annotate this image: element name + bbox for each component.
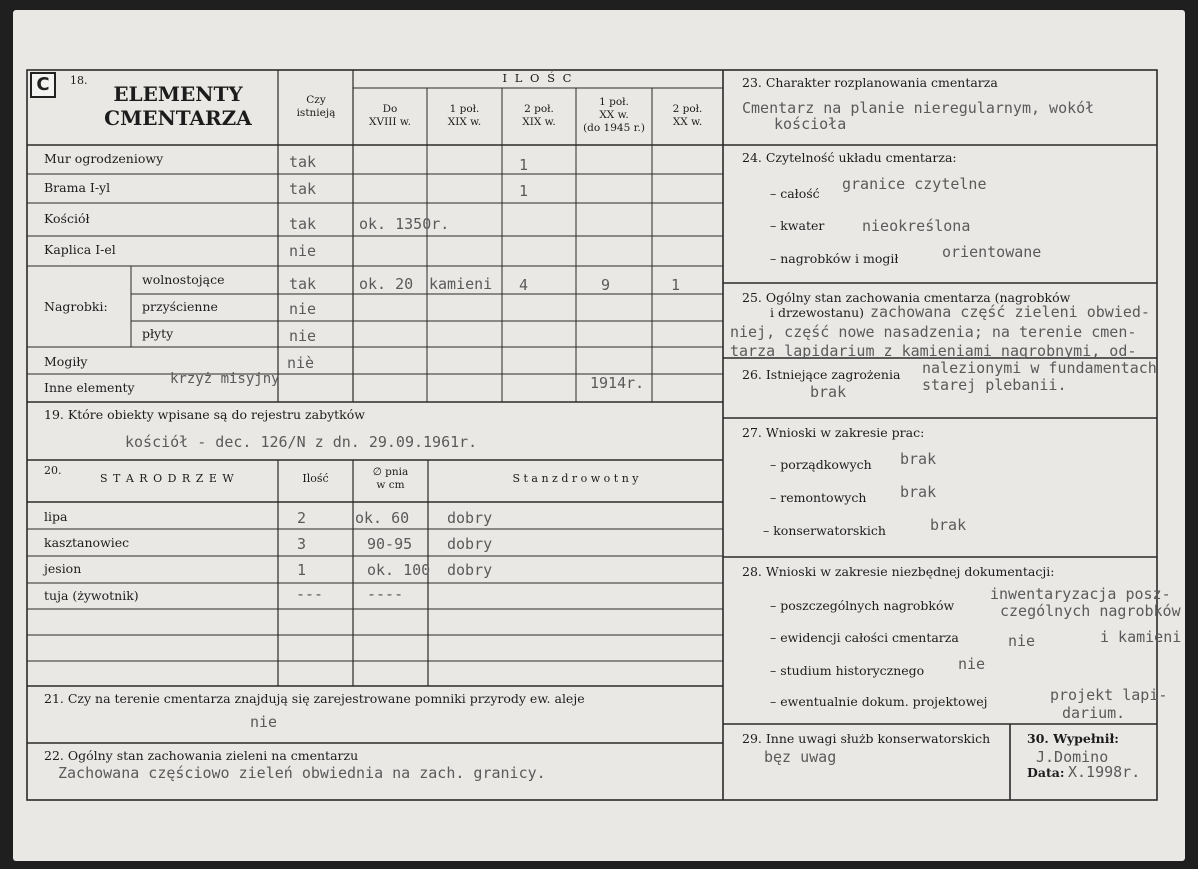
tree-qty-2: 1 bbox=[297, 561, 307, 579]
section-24-label: 24. Czytelność układu cmentarza: bbox=[742, 150, 957, 165]
exists-header-line2: istnieją bbox=[296, 107, 336, 119]
row-inne-typed: krzyż misyjny bbox=[170, 371, 280, 387]
row-exists-plyty: nie bbox=[289, 327, 317, 345]
section-22-value: Zachowana częściowo zieleń obwiednia na zach. granicy. bbox=[58, 764, 546, 782]
row-label-inne: Inne elementy bbox=[44, 380, 135, 395]
section-18-number: 18. bbox=[70, 74, 88, 87]
section-24-kwater-value: nieokreślona bbox=[862, 217, 971, 235]
row-label-plyty: płyty bbox=[142, 326, 174, 341]
section-28-ewid-label: – ewidencji całości cmentarza bbox=[770, 630, 959, 645]
section-24-nagrobkow-value: orientowane bbox=[942, 243, 1042, 261]
tree-dia-1: 90-95 bbox=[367, 535, 413, 553]
section-24-calosc-value: granice czytelne bbox=[842, 175, 987, 193]
row-inne-c4: 1914r. bbox=[590, 374, 645, 392]
section-23-value-line1: Cmentarz na planie nieregularnym, wokół bbox=[742, 99, 1095, 117]
tree-dia-2: ok. 100 bbox=[367, 561, 431, 579]
section-21-value: nie bbox=[250, 713, 278, 731]
section-19-label: 19. Które obiekty wpisane są do rejestru zabytków bbox=[44, 407, 365, 422]
section-18-title-line1: ELEMENTY bbox=[113, 82, 243, 106]
section-26-value: brak bbox=[810, 383, 847, 401]
tree-state-0: dobry bbox=[447, 509, 493, 527]
section-23-label: 23. Charakter rozplanowania cmentarza bbox=[742, 75, 998, 90]
tree-qty-3: --- bbox=[296, 585, 324, 603]
col-header-4-l3: (do 1945 r.) bbox=[583, 122, 645, 134]
section-24-kwater-label: – kwater bbox=[770, 218, 825, 233]
row-wolno-c4: 9 bbox=[601, 276, 611, 294]
exists-header bbox=[279, 94, 353, 120]
section-27-kons-label: – konserwatorskich bbox=[763, 523, 886, 538]
row-label-kaplica: Kaplica I-el bbox=[44, 242, 116, 257]
row-exists-kaplica: nie bbox=[289, 242, 317, 260]
row-exists-wolnostojace: tak bbox=[289, 275, 317, 293]
section-20-number: 20. bbox=[44, 464, 62, 477]
diameter-header-line1: ∅ pnia bbox=[372, 466, 409, 478]
section-24-calosc-label: – całość bbox=[770, 186, 820, 201]
tree-name-0: lipa bbox=[44, 509, 68, 524]
col-header-5 bbox=[652, 103, 723, 129]
row-wolno-c5: 1 bbox=[671, 276, 681, 294]
section-22-label: 22. Ogólny stan zachowania zieleni na cmentarzu bbox=[44, 748, 359, 763]
row-kosciol-c1: ok. 1350r. bbox=[359, 215, 450, 233]
tree-dia-3: ---- bbox=[367, 585, 404, 603]
section-30-label: 30. Wypełnił: bbox=[1027, 731, 1119, 746]
col-header-4 bbox=[576, 96, 652, 135]
row-exists-brama: tak bbox=[289, 180, 317, 198]
col-header-2-l1: 1 poł. bbox=[449, 103, 480, 115]
section-28-ewent-label: – ewentualnie dokum. projektowej bbox=[770, 694, 988, 709]
row-label-kosciol: Kościół bbox=[44, 211, 90, 226]
tree-qty-0: 2 bbox=[297, 509, 307, 527]
row-exists-kosciol: tak bbox=[289, 215, 317, 233]
col-header-3-l1: 2 poł. bbox=[524, 103, 554, 115]
col-header-4-l2: XX w. bbox=[599, 109, 629, 121]
row-label-nagrobki: Nagrobki: bbox=[44, 299, 108, 314]
row-wolno-c1: ok. 20 bbox=[359, 275, 414, 293]
row-label-mur: Mur ogrodzeniowy bbox=[44, 151, 164, 166]
section-28-ewid-value-2: i kamieni bbox=[1100, 628, 1182, 646]
section-19-value: kościół - dec. 126/N z dn. 29.09.1961r. bbox=[125, 433, 478, 451]
row-label-przyscienne: przyścienne bbox=[142, 299, 218, 314]
section-25-value-line1: zachowana część zieleni obwied- bbox=[870, 303, 1150, 321]
section-25-value-line5: starej plebanii. bbox=[922, 376, 1067, 394]
row-label-mogily: Mogiły bbox=[44, 354, 88, 369]
col-header-1 bbox=[353, 103, 427, 129]
section-18-title-line2: CMENTARZA bbox=[104, 106, 252, 130]
section-20-diameter-header bbox=[353, 466, 428, 492]
row-label-wolnostojace: wolnostojące bbox=[142, 272, 225, 287]
section-29-label: 29. Inne uwagi służb konserwatorskich bbox=[742, 731, 991, 746]
row-exists-mogily: niè bbox=[287, 354, 315, 372]
section-26-label: 26. Istniejące zagrożenia bbox=[742, 367, 901, 382]
section-27-porz-value: brak bbox=[900, 450, 937, 468]
section-28-ewid-value-1: nie bbox=[1008, 632, 1036, 650]
col-header-2 bbox=[427, 103, 502, 129]
section-21-label: 21. Czy na terenie cmentarza znajdują się zarejestrowane pomniki przyrody ew. aleje bbox=[44, 691, 585, 706]
col-header-3 bbox=[502, 103, 576, 129]
col-header-3-l2: XIX w. bbox=[522, 116, 556, 128]
card-type-badge: C bbox=[30, 72, 56, 98]
section-27-kons-value: brak bbox=[930, 516, 967, 534]
section-27-label: 27. Wnioski w zakresie prac: bbox=[742, 425, 925, 440]
tree-qty-1: 3 bbox=[297, 535, 307, 553]
tree-dia-0: ok. 60 bbox=[355, 509, 410, 527]
col-header-4-l1: 1 poł. bbox=[599, 96, 629, 108]
section-27-rem-value: brak bbox=[900, 483, 937, 501]
section-28-stud-label: – studium historycznego bbox=[770, 663, 925, 678]
section-30-name: J.Domino bbox=[1036, 748, 1109, 766]
tree-state-1: dobry bbox=[447, 535, 493, 553]
section-27-porz-label: – porządkowych bbox=[770, 457, 872, 472]
tree-state-2: dobry bbox=[447, 561, 493, 579]
section-25-label-line1: 25. Ogólny stan zachowania cmentarza (nagrobków bbox=[742, 290, 1071, 305]
tree-name-3: tuja (żywotnik) bbox=[44, 588, 139, 603]
section-30-date-value: X.1998r. bbox=[1068, 763, 1141, 781]
section-28-poszcz-value-line2: czególnych nagrobków bbox=[1000, 602, 1181, 620]
diameter-header-line2: w cm bbox=[376, 479, 405, 491]
row-exists-przyscienne: nie bbox=[289, 300, 317, 318]
section-28-label: 28. Wnioski w zakresie niezbędnej dokumentacji: bbox=[742, 564, 1055, 579]
section-28-ewent-value-line2: darium. bbox=[1062, 704, 1126, 722]
section-28-stud-value: nie bbox=[958, 655, 986, 673]
row-wolno-c3: 4 bbox=[519, 276, 529, 294]
section-28-ewent-value-line1: projekt lapi- bbox=[1050, 686, 1168, 704]
section-28-poszcz-value-line1: inwentaryzacja posz- bbox=[990, 585, 1171, 603]
section-23-value-line2: kościoła bbox=[774, 115, 847, 133]
row-label-brama: Brama I-yl bbox=[44, 180, 111, 195]
row-exists-mur: tak bbox=[289, 153, 317, 171]
section-20-qty-header: Ilość bbox=[302, 472, 329, 485]
exists-header-line1: Czy bbox=[306, 94, 326, 106]
col-header-1-l2: XVIII w. bbox=[369, 116, 411, 128]
section-25-value-line3: tarza lapidarium z kamieniami nagrobnymi, od- bbox=[730, 342, 1137, 360]
section-25-value-line4: nalezionymi w fundamentach bbox=[922, 359, 1157, 377]
section-25-value-line2: niej, część nowe nasadzenia; na terenie cmen- bbox=[730, 323, 1137, 341]
section-24-nagrobkow-label: – nagrobków i mogił bbox=[770, 251, 899, 266]
tree-name-2: jesion bbox=[44, 561, 82, 576]
col-header-5-l1: 2 poł. bbox=[672, 103, 703, 115]
quantity-header: I L O Ś C bbox=[502, 71, 574, 85]
row-wolno-c2: kamieni bbox=[429, 275, 493, 293]
section-29-value: bęz uwag bbox=[764, 748, 837, 766]
col-header-2-l2: XIX w. bbox=[447, 116, 482, 128]
col-header-5-l2: XX w. bbox=[672, 116, 703, 128]
section-18-title bbox=[88, 82, 268, 130]
section-28-poszcz-label: – poszczególnych nagrobków bbox=[770, 598, 955, 613]
section-20-health-header: S t a n z d r o w o t n y bbox=[512, 472, 639, 485]
row-brama-c3: 1 bbox=[519, 182, 529, 200]
section-25-label-line2: i drzewostanu) bbox=[770, 305, 865, 320]
section-20-title: S T A R O D R Z E W bbox=[100, 472, 235, 485]
row-mur-c3: 1 bbox=[519, 156, 529, 174]
section-27-rem-label: – remontowych bbox=[770, 490, 867, 505]
col-header-1-l1: Do bbox=[382, 103, 398, 115]
tree-name-1: kasztanowiec bbox=[44, 535, 130, 550]
section-30-date-label: Data: bbox=[1027, 765, 1065, 780]
